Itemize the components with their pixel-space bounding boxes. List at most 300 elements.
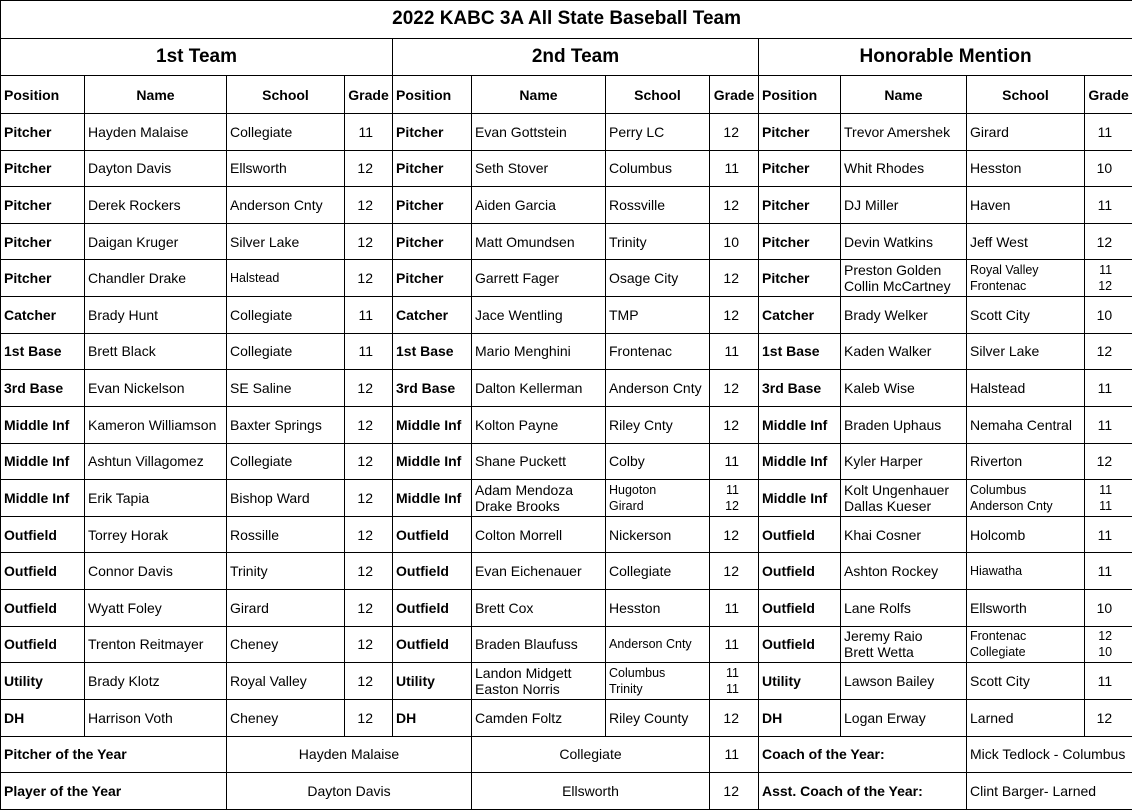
grade-value: 11 (358, 343, 373, 360)
name-cell (85, 516, 227, 553)
school-cell (967, 443, 1085, 480)
grade-cell (1085, 406, 1132, 443)
grade-cell (1085, 626, 1132, 663)
school-cell (606, 553, 710, 590)
grade-value: 11 (724, 343, 739, 360)
position-cell: Middle Inf (393, 406, 472, 443)
name-value: Brett Wetta (844, 644, 914, 661)
school-cell (227, 443, 345, 480)
position-cell: Outfield (759, 590, 841, 627)
name-value: Whit Rhodes (844, 160, 925, 177)
name-value: Lawson Bailey (844, 673, 935, 690)
table-row (1, 516, 1132, 553)
name-value: Evan Eichenauer (475, 563, 582, 580)
school-cell (606, 516, 710, 553)
school-value: Collegiate (609, 563, 672, 580)
school-cell (227, 150, 345, 187)
grade-value: 12 (357, 563, 373, 580)
name-value: Brady Welker (844, 306, 928, 323)
name-value: Trenton Reitmayer (88, 636, 204, 653)
grade-cell (710, 516, 759, 553)
grade-value: 10 (1098, 645, 1113, 660)
school-cell (967, 516, 1085, 553)
school-value: Nickerson (609, 526, 672, 543)
position-cell: Pitcher (393, 223, 472, 260)
name-value: Chandler Drake (88, 270, 187, 287)
table-row (1, 406, 1132, 443)
school-value: Girard (230, 599, 269, 616)
position-cell: Utility (393, 663, 472, 700)
grade-cell (345, 663, 393, 700)
school-value: SE Saline (230, 380, 292, 397)
name-value: Evan Gottstein (475, 123, 567, 140)
header-position: Position (1, 76, 85, 114)
grade-value: 12 (723, 380, 739, 397)
school-value: Haven (970, 196, 1011, 213)
position-cell: 3rd Base (1, 370, 85, 407)
school-value: Halstead (230, 271, 280, 286)
name-cell (85, 187, 227, 224)
position-cell: Pitcher (759, 260, 841, 297)
position-cell: DH (1, 699, 85, 736)
name-value: Khai Cosner (844, 526, 922, 543)
table-row (1, 443, 1132, 480)
school-cell (227, 370, 345, 407)
name-cell (472, 406, 606, 443)
header-school: School (227, 76, 345, 114)
section-first-team: 1st Team (1, 38, 393, 76)
grade-value: 11 (1097, 196, 1113, 213)
school-cell (227, 406, 345, 443)
school-value: Riley County (609, 709, 689, 726)
school-value: Bishop Ward (230, 489, 310, 506)
school-cell (967, 370, 1085, 407)
name-cell (841, 223, 967, 260)
school-value: Larned (970, 709, 1014, 726)
grade-cell (345, 516, 393, 553)
name-value: Drake Brooks (475, 497, 560, 514)
school-value: Collegiate (230, 343, 293, 360)
name-value: Colton Morrell (475, 526, 563, 543)
school-value: TMP (609, 306, 639, 323)
name-value: Braden Blaufuss (475, 636, 578, 653)
name-cell (85, 626, 227, 663)
name-value: Brady Klotz (88, 673, 160, 690)
grade-cell (345, 150, 393, 187)
grade-value: 11 (1097, 673, 1113, 690)
header-school: School (606, 76, 710, 114)
school-value: Jeff West (970, 233, 1028, 250)
position-cell: Middle Inf (759, 406, 841, 443)
grade-value: 11 (1099, 263, 1113, 278)
grade-cell (345, 223, 393, 260)
table-row (1, 187, 1132, 224)
school-cell (967, 223, 1085, 260)
school-value: Columbus (609, 666, 666, 681)
school-cell (227, 516, 345, 553)
name-value: Torrey Horak (88, 526, 169, 543)
name-cell (85, 150, 227, 187)
grade-cell (345, 260, 393, 297)
school-value: Perry LC (609, 123, 665, 140)
name-value: Mario Menghini (475, 343, 571, 360)
school-cell (227, 333, 345, 370)
name-value: Camden Foltz (475, 709, 563, 726)
position-cell: Outfield (1, 626, 85, 663)
grade-cell (345, 443, 393, 480)
award-label: Player of the Year (1, 773, 227, 810)
grade-cell (710, 187, 759, 224)
grade-value: 11 (1099, 482, 1113, 497)
grade-value: 12 (723, 270, 739, 287)
school-cell (967, 626, 1085, 663)
table-row (1, 663, 1132, 700)
school-value: Halstead (970, 380, 1026, 397)
section-second-team: 2nd Team (393, 38, 759, 76)
grade-cell (1085, 370, 1132, 407)
grade-value: 11 (1097, 526, 1113, 543)
position-cell: Pitcher (393, 113, 472, 150)
name-value: Kameron Williamson (88, 416, 217, 433)
name-cell (841, 150, 967, 187)
table-row (1, 150, 1132, 187)
school-value: Nemaha Central (970, 416, 1072, 433)
name-value: Aiden Garcia (475, 196, 556, 213)
grade-value: 11 (1097, 380, 1113, 397)
grade-value: 10 (1096, 160, 1113, 177)
grade-value: 11 (726, 666, 739, 681)
name-value: Kolton Payne (475, 416, 559, 433)
school-value: Anderson Cnty (970, 498, 1053, 513)
name-cell (85, 297, 227, 334)
position-cell: DH (759, 699, 841, 736)
school-value: Hesston (609, 599, 661, 616)
coach-award-label: Coach of the Year: (759, 736, 967, 773)
position-cell: Pitcher (1, 113, 85, 150)
name-cell (841, 553, 967, 590)
name-value: Dayton Davis (88, 160, 172, 177)
school-cell (227, 480, 345, 517)
school-cell (967, 187, 1085, 224)
position-cell: Catcher (759, 297, 841, 334)
name-cell (841, 406, 967, 443)
position-cell: Middle Inf (759, 443, 841, 480)
grade-value: 12 (723, 526, 739, 543)
school-cell (606, 663, 710, 700)
name-cell (85, 480, 227, 517)
school-value: Silver Lake (970, 343, 1040, 360)
coach-award-value: Mick Tedlock - Columbus (967, 736, 1132, 773)
grade-cell (710, 260, 759, 297)
name-value: Trevor Amershek (844, 123, 951, 140)
name-value: Connor Davis (88, 563, 173, 580)
position-cell: Pitcher (1, 187, 85, 224)
name-cell (85, 333, 227, 370)
name-value: Adam Mendoza (475, 481, 574, 498)
name-value: Wyatt Foley (88, 599, 162, 616)
name-value: Daigan Kruger (88, 233, 179, 250)
name-value: Ashtun Villagomez (88, 453, 204, 470)
name-cell (472, 297, 606, 334)
school-cell (967, 663, 1085, 700)
school-value: Columbus (970, 482, 1027, 497)
grade-cell (345, 187, 393, 224)
header-grade: Grade (1085, 76, 1132, 114)
position-cell: Outfield (393, 626, 472, 663)
school-cell (967, 297, 1085, 334)
name-cell (85, 590, 227, 627)
section-honorable-mention: Honorable Mention (759, 38, 1132, 76)
grade-cell (345, 626, 393, 663)
grade-value: 11 (726, 482, 739, 497)
school-cell (606, 113, 710, 150)
school-cell (606, 480, 710, 517)
school-value: Hugoton (609, 482, 657, 497)
name-value: Landon Midgett (475, 665, 572, 682)
grade-cell (710, 663, 759, 700)
grade-cell (1085, 553, 1132, 590)
table-row (1, 333, 1132, 370)
name-cell (85, 443, 227, 480)
grade-cell (345, 480, 393, 517)
award-school: Ellsworth (472, 773, 710, 810)
school-cell (227, 297, 345, 334)
grade-cell (710, 370, 759, 407)
name-value: Seth Stover (475, 160, 549, 177)
name-cell (85, 113, 227, 150)
table-row (1, 370, 1132, 407)
name-cell (841, 333, 967, 370)
school-value: Baxter Springs (230, 416, 322, 433)
grade-value: 12 (357, 709, 373, 726)
school-value: Osage City (609, 270, 679, 287)
grade-cell (345, 370, 393, 407)
position-cell: Pitcher (1, 223, 85, 260)
name-value: Lane Rolfs (844, 599, 911, 616)
name-value: Braden Uphaus (844, 416, 942, 433)
header-name: Name (472, 76, 606, 114)
name-value: Collin McCartney (844, 278, 951, 295)
grade-value: 12 (723, 709, 739, 726)
grade-cell (710, 699, 759, 736)
table-row (1, 223, 1132, 260)
grade-value: 12 (725, 498, 739, 513)
school-value: Riverton (970, 453, 1023, 470)
position-cell: Outfield (759, 626, 841, 663)
name-value: Erik Tapia (88, 489, 150, 506)
name-value: Derek Rockers (88, 196, 181, 213)
header-position: Position (393, 76, 472, 114)
school-cell (227, 553, 345, 590)
school-value: Frontenac (970, 279, 1027, 294)
name-cell (85, 406, 227, 443)
award-name: Hayden Malaise (227, 736, 472, 773)
grade-value: 12 (357, 380, 373, 397)
header-name: Name (841, 76, 967, 114)
name-cell (472, 553, 606, 590)
school-value: Anderson Cnty (609, 637, 692, 652)
grade-cell (1085, 223, 1132, 260)
name-cell (841, 663, 967, 700)
award-grade: 12 (710, 773, 759, 810)
grade-value: 10 (723, 233, 739, 250)
name-cell (85, 370, 227, 407)
grade-cell (1085, 187, 1132, 224)
grade-cell (710, 480, 759, 517)
position-cell: Pitcher (759, 187, 841, 224)
grade-value: 10 (1096, 599, 1113, 616)
school-cell (606, 590, 710, 627)
grade-value: 12 (1096, 233, 1113, 250)
name-value: Ashton Rockey (844, 563, 939, 580)
school-cell (967, 150, 1085, 187)
school-value: Anderson Cnty (609, 380, 702, 397)
name-cell (85, 663, 227, 700)
school-value: Frontenac (609, 343, 673, 360)
name-cell (841, 590, 967, 627)
grade-value: 12 (723, 563, 739, 580)
grade-cell (345, 590, 393, 627)
school-cell (227, 113, 345, 150)
grade-value: 10 (1096, 306, 1113, 323)
grade-value: 12 (357, 636, 373, 653)
name-cell (841, 699, 967, 736)
grade-value: 12 (1096, 343, 1113, 360)
position-cell: Pitcher (393, 150, 472, 187)
name-cell (472, 150, 606, 187)
position-cell: Utility (759, 663, 841, 700)
school-cell (606, 333, 710, 370)
grade-cell (1085, 260, 1132, 297)
header-position: Position (759, 76, 841, 114)
name-value: Devin Watkins (844, 233, 933, 250)
school-cell (967, 333, 1085, 370)
name-cell (472, 699, 606, 736)
position-cell: Pitcher (393, 260, 472, 297)
name-value: Dallas Kueser (844, 497, 932, 514)
award-name: Dayton Davis (227, 773, 472, 810)
name-value: DJ Miller (844, 196, 899, 213)
position-cell: Catcher (1, 297, 85, 334)
position-cell: Outfield (1, 516, 85, 553)
position-cell: DH (393, 699, 472, 736)
school-value: Ellsworth (970, 599, 1027, 616)
grade-value: 11 (726, 682, 739, 697)
name-cell (841, 443, 967, 480)
grade-value: 12 (357, 673, 373, 690)
position-cell: Middle Inf (393, 443, 472, 480)
name-value: Matt Omundsen (475, 233, 575, 250)
grade-value: 11 (358, 123, 373, 140)
school-value: Royal Valley (970, 263, 1039, 278)
grade-cell (710, 113, 759, 150)
position-cell: Middle Inf (393, 480, 472, 517)
grade-cell (710, 406, 759, 443)
header-grade: Grade (710, 76, 759, 114)
school-value: Collegiate (230, 453, 293, 470)
position-cell: Middle Inf (759, 480, 841, 517)
school-value: Girard (609, 498, 644, 513)
school-cell (227, 663, 345, 700)
grade-value: 12 (357, 453, 373, 470)
position-cell: Outfield (759, 516, 841, 553)
grade-cell (345, 406, 393, 443)
grade-value: 12 (723, 306, 739, 323)
grade-value: 12 (1098, 279, 1113, 294)
school-value: Cheney (230, 709, 279, 726)
coach-award-label: Asst. Coach of the Year: (759, 773, 967, 810)
position-cell: 1st Base (1, 333, 85, 370)
position-cell: Utility (1, 663, 85, 700)
school-value: Trinity (609, 682, 643, 697)
school-value: Silver Lake (230, 233, 300, 250)
school-cell (967, 553, 1085, 590)
position-cell: 1st Base (393, 333, 472, 370)
name-cell (85, 260, 227, 297)
name-cell (472, 590, 606, 627)
name-value: Kyler Harper (844, 453, 923, 470)
name-value: Kaden Walker (844, 343, 932, 360)
name-value: Easton Norris (475, 681, 560, 698)
name-cell (841, 370, 967, 407)
grade-cell (1085, 516, 1132, 553)
grade-value: 12 (723, 123, 739, 140)
position-cell: Pitcher (1, 150, 85, 187)
name-cell (85, 699, 227, 736)
school-cell (606, 370, 710, 407)
school-cell (606, 699, 710, 736)
header-grade: Grade (345, 76, 393, 114)
grade-value: 12 (357, 599, 373, 616)
name-value: Brady Hunt (88, 306, 159, 323)
school-value: Scott City (970, 673, 1030, 690)
grade-cell (1085, 333, 1132, 370)
school-cell (606, 150, 710, 187)
table-row (1, 260, 1132, 297)
grade-value: 12 (357, 416, 373, 433)
school-value: Frontenac (970, 629, 1027, 644)
school-value: Scott City (970, 306, 1030, 323)
school-cell (606, 443, 710, 480)
school-value: Cheney (230, 636, 279, 653)
name-value: Evan Nickelson (88, 380, 185, 397)
table-row (1, 626, 1132, 663)
name-cell (841, 480, 967, 517)
school-value: Royal Valley (230, 673, 307, 690)
award-row (1, 736, 1132, 773)
name-cell (841, 626, 967, 663)
school-value: Rossville (609, 196, 666, 213)
position-cell: Pitcher (1, 260, 85, 297)
grade-cell (1085, 113, 1132, 150)
name-value: Preston Golden (844, 262, 942, 279)
grade-value: 12 (357, 270, 373, 287)
position-cell: Catcher (393, 297, 472, 334)
school-value: Trinity (230, 563, 268, 580)
table-row (1, 480, 1132, 517)
position-cell: Outfield (393, 590, 472, 627)
name-value: Jeremy Raio (844, 628, 923, 645)
header-name: Name (85, 76, 227, 114)
grade-cell (1085, 297, 1132, 334)
grade-value: 11 (724, 599, 739, 616)
school-cell (606, 626, 710, 663)
school-cell (967, 699, 1085, 736)
grade-cell (710, 443, 759, 480)
position-cell: Outfield (759, 553, 841, 590)
name-cell (841, 516, 967, 553)
name-cell (472, 113, 606, 150)
